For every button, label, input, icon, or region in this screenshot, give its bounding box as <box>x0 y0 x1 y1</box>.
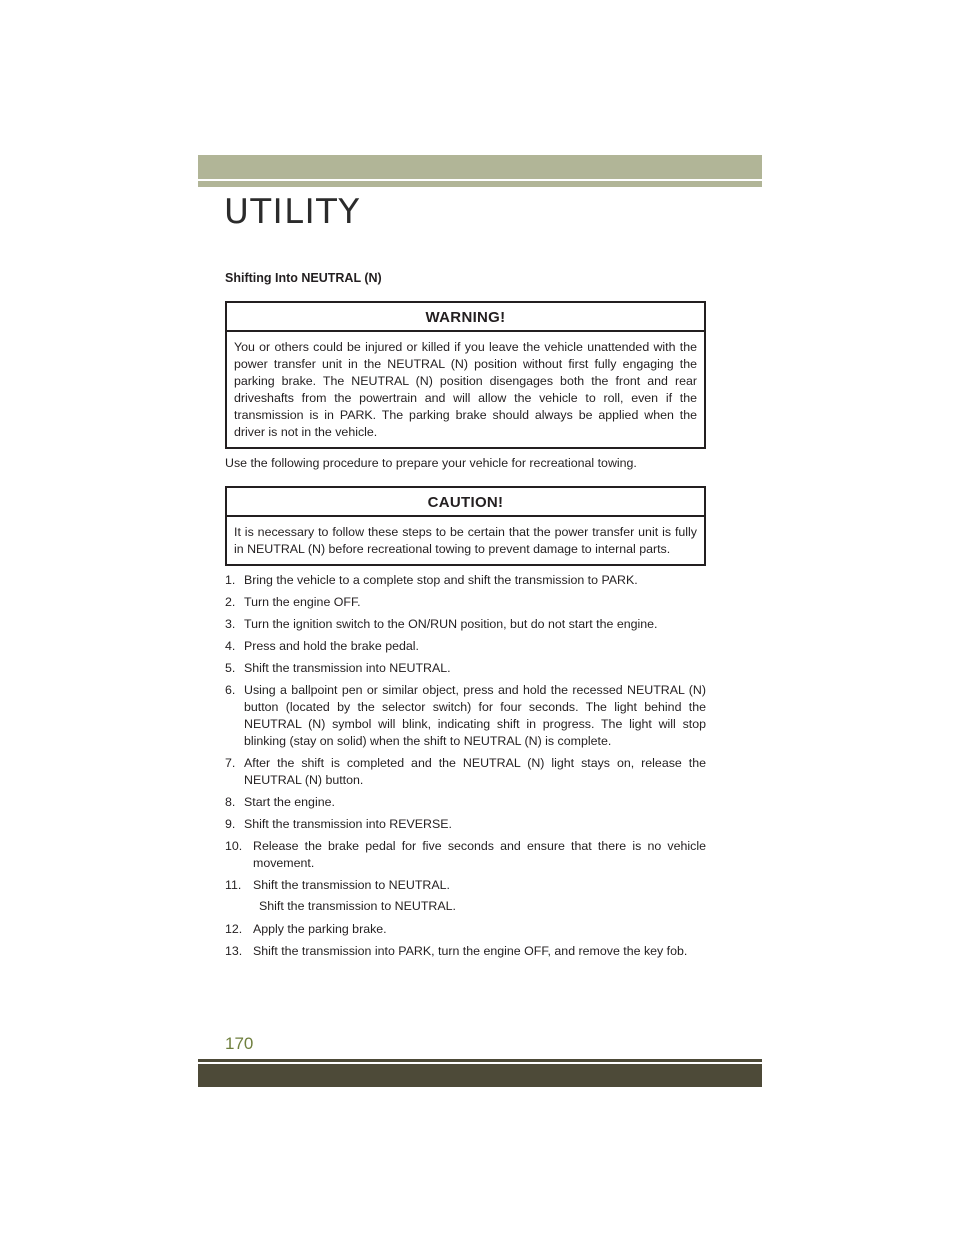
list-item <box>225 755 706 789</box>
step-text: Using a ballpoint pen or similar object, press and hold the recessed NEUTRAL (N) button (located by the selector switch) for four seconds. The light behind the NEUTRAL (N) symbol will blink, indicating shift in progress. The light will stop blinking (stay on solid) when the shift to NEUTRAL (N) is complete. <box>244 683 706 748</box>
list-item <box>225 638 706 655</box>
step-11-repeat: Shift the transmission to NEUTRAL. <box>259 899 456 913</box>
step-text: Press and hold the brake pedal. <box>244 639 419 653</box>
step-number: 11. <box>225 878 242 892</box>
step-text: Bring the vehicle to a complete stop and shift the transmission to PARK. <box>244 573 638 587</box>
step-number: 8. <box>225 795 236 809</box>
warning-title: WARNING! <box>227 303 704 332</box>
step-text: Release the brake pedal for five seconds and ensure that there is no vehicle movement. <box>253 839 706 870</box>
list-item <box>225 816 706 833</box>
intro-paragraph: Use the following procedure to prepare your vehicle for recreational towing. <box>225 456 637 470</box>
step-number: 6. <box>225 683 236 697</box>
subheading: Shifting Into NEUTRAL (N) <box>225 271 382 285</box>
step-number: 12. <box>225 922 243 936</box>
step-number: 9. <box>225 817 236 831</box>
footer-rule <box>198 1059 762 1062</box>
list-item <box>225 660 706 677</box>
list-item <box>225 682 706 750</box>
list-item <box>225 921 706 938</box>
step-text: Turn the ignition switch to the ON/RUN position, but do not start the engine. <box>244 617 658 631</box>
page-content <box>225 270 706 965</box>
step-number: 5. <box>225 661 236 675</box>
step-text: Shift the transmission into PARK, turn the engine OFF, and remove the key fob. <box>253 944 688 958</box>
step-text: Shift the transmission into REVERSE. <box>244 817 452 831</box>
step-number: 7. <box>225 756 236 770</box>
step-text: Apply the parking brake. <box>253 922 387 936</box>
step-text: After the shift is completed and the NEUTRAL (N) light stays on, release the NEUTRAL (N) button. <box>244 756 706 787</box>
step-number: 10. <box>225 839 243 853</box>
step-number: 3. <box>225 617 236 631</box>
footer-bar <box>198 1064 762 1087</box>
list-item <box>225 794 706 811</box>
caution-box <box>225 486 706 566</box>
list-item <box>225 572 706 589</box>
step-text: Shift the transmission to NEUTRAL. <box>253 878 450 892</box>
warning-text: You or others could be injured or killed if you leave the vehicle unattended with the power transfer unit in the NEUTRAL (N) position without first fully engaging the parking brake. The NEUTRAL (N) position disengages both the front and rear driveshafts from the powertrain and will allow the vehicle to roll, even if the transmission is in PARK. The parking brake should always be applied when the driver is not in the vehicle. <box>234 340 697 439</box>
procedure-steps <box>225 572 706 960</box>
caution-text: It is necessary to follow these steps to be certain that the power transfer unit is fully in NEUTRAL (N) before recreational towing to prevent damage to internal parts. <box>234 525 697 556</box>
step-number: 2. <box>225 595 236 609</box>
step-number: 4. <box>225 639 236 653</box>
page-number: 170 <box>225 1034 254 1053</box>
step-text: Turn the engine OFF. <box>244 595 361 609</box>
header-rule <box>198 181 762 187</box>
caution-title: CAUTION! <box>227 488 704 517</box>
list-item <box>225 943 706 960</box>
step-text: Start the engine. <box>244 795 335 809</box>
list-item <box>225 877 706 894</box>
section-title: UTILITY <box>224 192 361 232</box>
step-number: 1. <box>225 573 236 587</box>
list-item <box>225 838 706 872</box>
list-item <box>225 616 706 633</box>
step-text: Shift the transmission into NEUTRAL. <box>244 661 451 675</box>
warning-box <box>225 301 706 449</box>
step-number: 13. <box>225 944 243 958</box>
header-bar <box>198 155 762 179</box>
list-item <box>225 594 706 611</box>
